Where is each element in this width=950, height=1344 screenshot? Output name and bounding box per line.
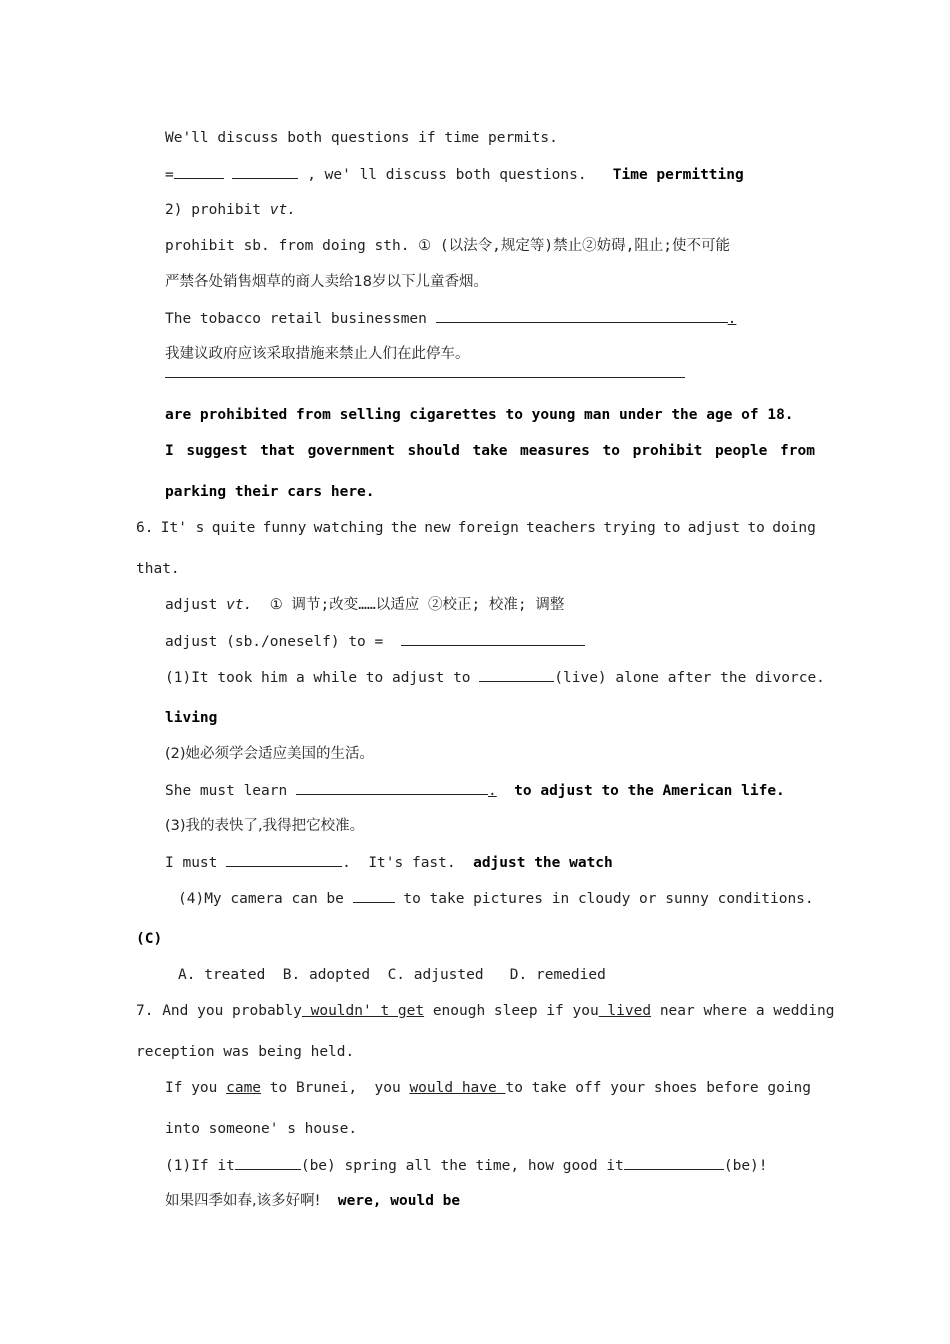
exercise-4 <box>178 888 814 909</box>
answer-blank[interactable] <box>226 852 342 867</box>
answer-text: living <box>165 710 218 726</box>
answer-text: to adjust to the American life. <box>514 783 785 799</box>
word: to <box>663 520 681 536</box>
word: government <box>307 443 395 459</box>
sentence-text: The tobacco retail businessmen <box>165 311 427 327</box>
answer-text: parking their cars here. <box>165 484 375 500</box>
vocab-word: adjust <box>165 597 218 613</box>
exercise-5 <box>165 1155 768 1176</box>
word: measures <box>520 443 590 459</box>
exercise-3 <box>165 852 613 873</box>
sentence-text: (be)! <box>723 1158 768 1174</box>
word: funny <box>262 520 307 536</box>
sentence-text: to take pictures in cloudy or sunny conditions. <box>403 891 814 907</box>
answer-line[interactable] <box>165 377 685 378</box>
period: . <box>727 311 737 327</box>
underlined-phrase: lived <box>598 1003 652 1019</box>
word: 6. <box>136 520 154 536</box>
answer-blank[interactable] <box>235 1155 301 1170</box>
exercise-2 <box>165 780 785 801</box>
chinese-prompt: 严禁各处销售烟草的商人卖给18岁以下儿童香烟。 <box>165 274 488 290</box>
sentence-text: (live) alone after the divorce. <box>554 670 825 686</box>
option-b[interactable]: B. adopted <box>282 967 371 983</box>
word: suggest <box>186 443 248 459</box>
vocab-word: 2) prohibit <box>165 202 262 218</box>
vocab-definition: ① 调节;改变……以适应 ②校正; 校准; 调整 <box>269 597 565 613</box>
answer-text: (C) <box>136 931 163 947</box>
word: adjust <box>687 520 741 536</box>
sentence-text: She must learn <box>165 783 288 799</box>
word: the <box>390 520 417 536</box>
question-6 <box>136 518 816 538</box>
question-7-end: reception was being held. <box>136 1044 355 1060</box>
sentence-text: (4)My camera can be <box>178 891 344 907</box>
vocab-form <box>165 631 585 652</box>
word: prohibit <box>632 443 703 459</box>
underlined-phrase: came <box>226 1080 262 1096</box>
exercise-5-answer <box>165 1191 460 1211</box>
answer-blank[interactable] <box>353 888 395 903</box>
word: should <box>407 443 460 459</box>
word: teachers <box>526 520 597 536</box>
sentence-text: , we' ll discuss both questions. <box>307 167 587 183</box>
sentence-text: (be) spring all the time, how good it <box>300 1158 624 1174</box>
word: new <box>424 520 451 536</box>
option-d[interactable]: D. remedied <box>509 967 606 983</box>
sentence-text: to take off your shoes before going <box>505 1080 812 1096</box>
vocab-heading <box>165 200 296 220</box>
example-sentence-end: into someone' s house. <box>165 1121 358 1137</box>
answer-blank[interactable] <box>232 164 298 179</box>
sentence-text: (1)It took him a while to adjust to <box>165 670 471 686</box>
example-sentence: We'll discuss both questions if time permits. <box>165 130 558 146</box>
equals-sign: = <box>165 167 174 183</box>
word: I <box>165 443 174 459</box>
word: It' s <box>160 520 205 536</box>
rewrite-exercise <box>165 164 744 185</box>
sentence-text: to Brunei, you <box>261 1080 410 1096</box>
chinese-prompt: 如果四季如春,该多好啊! <box>165 1193 321 1209</box>
sentence-text: adjust (sb./oneself) to = <box>165 634 384 650</box>
chinese-prompt: 我建议政府应该采取措施来禁止人们在此停车。 <box>165 346 470 362</box>
answer-text <box>165 441 815 461</box>
sentence-text: enough sleep if you <box>424 1003 599 1019</box>
sentence-text: I must <box>165 855 218 871</box>
word: take <box>472 443 508 459</box>
answer-text: are prohibited from selling cigarettes to young man under the age of 18. <box>165 407 794 423</box>
question-7 <box>136 1001 834 1021</box>
vocab-heading <box>165 595 564 615</box>
sentence-text: If you <box>165 1080 227 1096</box>
word: from <box>780 443 815 459</box>
answer-blank[interactable] <box>436 308 728 323</box>
question-6-end: that. <box>136 561 180 577</box>
word: trying <box>603 520 656 536</box>
word: to <box>602 443 620 459</box>
word: doing <box>772 520 816 536</box>
chinese-prompt: (3)我的表快了,我得把它校准。 <box>165 818 365 834</box>
word: quite <box>211 520 256 536</box>
vocab-definition: prohibit sb. from doing sth. ① (以法令,规定等)禁止②妨碍,阻止;使不可能 <box>165 238 731 254</box>
sentence-text: near where a wedding <box>651 1003 835 1019</box>
example-sentence <box>165 1078 811 1098</box>
underlined-phrase: would have <box>409 1080 506 1096</box>
option-c[interactable]: C. adjusted <box>387 967 484 983</box>
word: that <box>260 443 295 459</box>
options-row <box>178 965 606 985</box>
answer-blank[interactable] <box>174 164 224 179</box>
word: to <box>747 520 765 536</box>
sentence-text: (1)If it <box>165 1158 235 1174</box>
answer-blank[interactable] <box>401 631 585 646</box>
period: . <box>487 783 497 799</box>
answer-blank[interactable] <box>479 667 554 682</box>
part-of-speech: vt. <box>226 597 253 613</box>
answer-text: adjust the watch <box>473 855 613 871</box>
exercise-1 <box>165 667 825 688</box>
answer-blank[interactable] <box>296 780 488 795</box>
underlined-phrase: wouldn' t get <box>301 1003 425 1019</box>
chinese-prompt: (2)她必须学会适应美国的生活。 <box>165 746 375 762</box>
word: foreign <box>457 520 519 536</box>
sentence-text: . It's fast. <box>342 855 456 871</box>
answer-text: Time permitting <box>612 167 744 183</box>
answer-text: were, would be <box>337 1193 461 1209</box>
word: people <box>715 443 768 459</box>
translation-exercise <box>165 308 736 329</box>
word: watching <box>313 520 384 536</box>
sentence-text: 7. And you probably <box>136 1003 302 1019</box>
part-of-speech: vt. <box>269 202 296 218</box>
option-a[interactable]: A. treated <box>178 967 266 983</box>
answer-blank[interactable] <box>624 1155 724 1170</box>
